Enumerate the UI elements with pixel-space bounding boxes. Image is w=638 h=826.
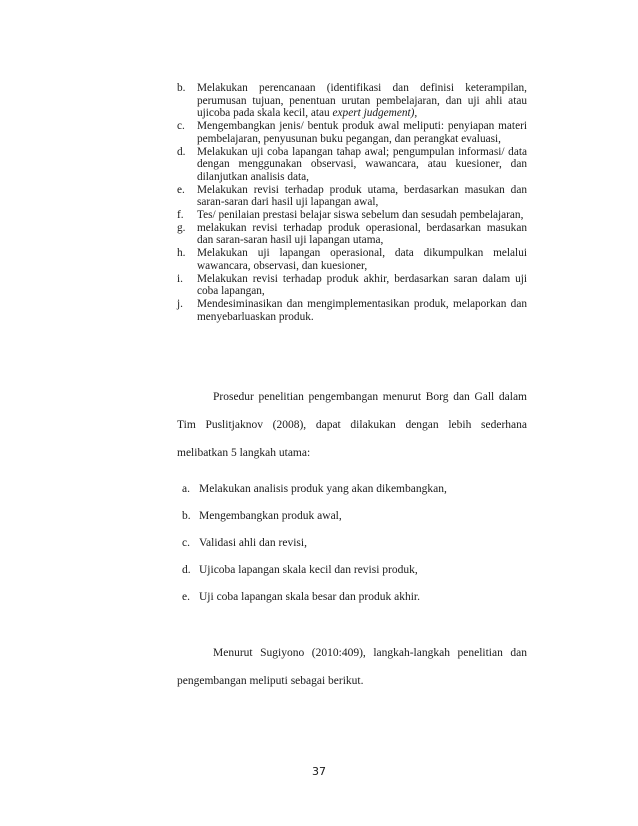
procedure-list: [177, 82, 527, 323]
list-item-text: Melakukan revisi terhadap produk akhir, berdasarkan saran dalam uji coba lapangan,: [197, 272, 527, 298]
list-item: [177, 273, 527, 298]
list-item-text: Melakukan uji coba lapangan tahap awal; pengumpulan informasi/ data dengan menggunakan observasi, wawancara, atau kuesioner, dan dilanjutkan analisis data,: [197, 145, 527, 183]
list-marker: g.: [177, 221, 186, 234]
list-item-text: Tes/ penilaian prestasi belajar siswa sebelum dan sesudah pembelajaran,: [197, 209, 524, 222]
list-marker: c.: [177, 120, 185, 133]
list-marker: d.: [177, 145, 186, 158]
list-item: [177, 536, 527, 563]
list-item-text: Melakukan perencanaan (identifikasi dan definisi keterampilan, perumusan tujuan, penentuan urutan pembelajaran, dan uji ahli atau ujicoba pada skala kecil, atau expert judgement),: [197, 82, 527, 120]
paragraph-line: melibatkan 5 langkah utama:: [177, 447, 311, 459]
list-item: [177, 82, 527, 120]
list-marker: d.: [182, 564, 191, 576]
list-item: [177, 298, 527, 323]
list-item: [177, 563, 527, 590]
list-item-text: melakukan revisi terhadap produk operasional, berdasarkan masukan dan saran-saran hasil uji lapangan utama,: [197, 221, 527, 247]
list-item: [177, 209, 527, 222]
list-marker: i.: [177, 272, 183, 285]
list-item-text: Mengembangkan produk awal,: [199, 510, 342, 522]
list-item-text: Mendesiminasikan dan mengimplementasikan produk, melaporkan dan menyebarluaskan produk.: [197, 297, 527, 323]
list-item-text: Melakukan analisis produk yang akan dikembangkan,: [199, 483, 447, 495]
list-marker: c.: [182, 537, 190, 549]
list-item: [177, 120, 527, 145]
list-item: [177, 247, 527, 272]
list-marker: f.: [177, 209, 184, 222]
list-marker: a.: [182, 483, 190, 495]
paragraph-line: Menurut Sugiyono (2010:409), langkah-langkah penelitian dan: [213, 647, 527, 659]
list-item-text: Validasi ahli dan revisi,: [199, 537, 307, 549]
list-item: [177, 146, 527, 184]
paragraph-line: Prosedur penelitian pengembangan menurut Borg dan Gall dalam: [213, 391, 527, 403]
list-item: [177, 590, 527, 617]
steps-list: [177, 482, 527, 617]
list-item: [177, 222, 527, 247]
list-item: [177, 509, 527, 536]
list-item-text: Uji coba lapangan skala besar dan produk akhir.: [199, 591, 420, 603]
list-item-text: Mengembangkan jenis/ bentuk produk awal meliputi: penyiapan materi pembelajaran, penyusunan buku pegangan, dan perangkat evaluasi,: [197, 120, 527, 145]
paragraph-line: Tim Puslitjaknov (2008), dapat dilakukan dengan lebih sederhana: [177, 419, 527, 431]
list-item-text: Melakukan revisi terhadap produk utama, berdasarkan masukan dan saran-saran dari hasil uji lapangan awal,: [197, 183, 527, 209]
list-item-text: Melakukan uji lapangan operasional, data dikumpulkan melalui wawancara, observasi, dan kuesioner,: [197, 247, 527, 272]
list-item: [177, 482, 527, 509]
list-item-text: Ujicoba lapangan skala kecil dan revisi produk,: [199, 564, 418, 576]
page-number: 37: [312, 765, 326, 778]
list-marker: b.: [177, 82, 186, 94]
list-marker: b.: [182, 510, 191, 522]
list-marker: j.: [177, 297, 183, 310]
list-item: [177, 184, 527, 209]
list-marker: h.: [177, 247, 186, 260]
italic-term: expert judgement),: [332, 107, 418, 120]
paragraph-line: pengembangan meliputi sebagai berikut.: [177, 675, 364, 687]
list-marker: e.: [177, 183, 185, 196]
list-marker: e.: [182, 591, 190, 603]
